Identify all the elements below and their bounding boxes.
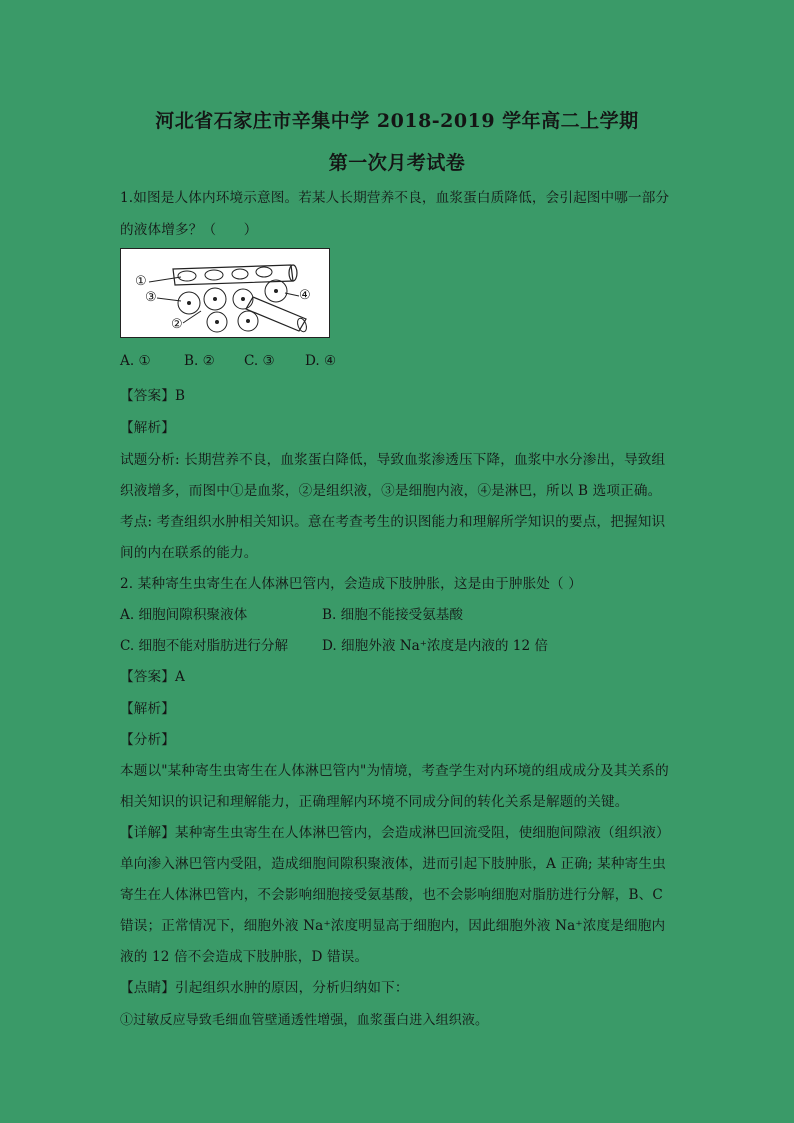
q2-detail-line: 液的 12 倍不会造成下肢肿胀，D 错误。: [120, 949, 369, 965]
document-title-line2: 第一次月考试卷: [328, 152, 466, 174]
q2-stem: 2. 某种寄生虫寄生在人体淋巴管内，会造成下肢肿胀，这是由于肿胀处（ ）: [120, 576, 583, 592]
q1-option-b: B. ②: [184, 353, 215, 369]
q2-fenxi-line: 本题以"某种寄生虫寄生在人体淋巴管内"为情境，考查学生对内环境的组成成分及其关系的: [120, 763, 669, 779]
q2-answer: 【答案】A: [120, 669, 185, 685]
q1-stem-line2: 的液体增多？（ ）: [120, 222, 258, 238]
q1-stem-line1: 1.如图是人体内环境示意图。若某人长期营养不良，血浆蛋白质降低，会引起图中哪一部分: [120, 190, 670, 206]
q2-option-d: D. 细胞外液 Na⁺浓度是内液的 12 倍: [322, 638, 549, 654]
q1-analysis-line: 考点: 考查组织水肿相关知识。意在考查考生的识图能力和理解所学知识的要点，把握知识: [120, 514, 666, 530]
q1-option-a: A. ①: [120, 353, 151, 369]
q2-detail-line: 单向渗入淋巴管内受阻，造成细胞间隙积聚液体，进而引起下肢肿胀，A 正确; 某种寄生虫: [120, 856, 666, 872]
q2-detail-line: 错误；正常情况下，细胞外液 Na⁺浓度明显高于细胞内，因此细胞外液 Na⁺浓度是细胞内: [120, 918, 666, 934]
q2-detail-line: 【详解】某种寄生虫寄生在人体淋巴管内，会造成淋巴回流受阻，使细胞间隙液（组织液）: [120, 825, 670, 841]
q1-option-d: D. ④: [305, 353, 337, 369]
q1-option-c: C. ③: [244, 353, 275, 369]
q2-fenxi-line: 相关知识的识记和理解能力，正确理解内环境不同成分间的转化关系是解题的关键。: [120, 794, 629, 810]
q2-option-a: A. 细胞间隙积聚液体: [120, 607, 248, 623]
q1-answer: 【答案】B: [120, 388, 186, 404]
q2-detail-line: 寄生在人体淋巴管内，不会影响细胞接受氨基酸，也不会影响细胞对脂肪进行分解，B、C: [120, 887, 663, 903]
q2-dianjing: 【点睛】引起组织水肿的原因，分析归纳如下：: [120, 980, 409, 996]
q2-option-b: B. 细胞不能接受氨基酸: [322, 607, 463, 623]
q1-analysis-heading: 【解析】: [120, 420, 175, 436]
diagram-label-4: ④: [299, 288, 311, 303]
diagram-label-1: ①: [135, 274, 147, 289]
q1-analysis-line: 织液增多，而图中①是血浆，②是组织液，③是细胞内液，④是淋巴，所以 B 选项正确。: [120, 483, 662, 499]
document-title-line1: 河北省石家庄市辛集中学 2018-2019 学年高二上学期: [155, 110, 639, 132]
q1-analysis-line: 间的内在联系的能力。: [120, 545, 258, 561]
q1-analysis-line: 试题分析: 长期营养不良，血浆蛋白降低，导致血浆渗透压下降，血浆中水分渗出，导致组: [120, 452, 666, 468]
q2-point-1: ①过敏反应导致毛细血管壁通透性增强，血浆蛋白进入组织液。: [120, 1013, 489, 1028]
diagram-label-3: ③: [145, 290, 157, 305]
q2-fenxi-heading: 【分析】: [120, 732, 175, 748]
q1-internal-environment-diagram: [120, 248, 330, 338]
q2-analysis-heading: 【解析】: [120, 701, 175, 717]
diagram-label-2: ②: [171, 317, 183, 332]
q2-option-c: C. 细胞不能对脂肪进行分解: [120, 638, 289, 654]
